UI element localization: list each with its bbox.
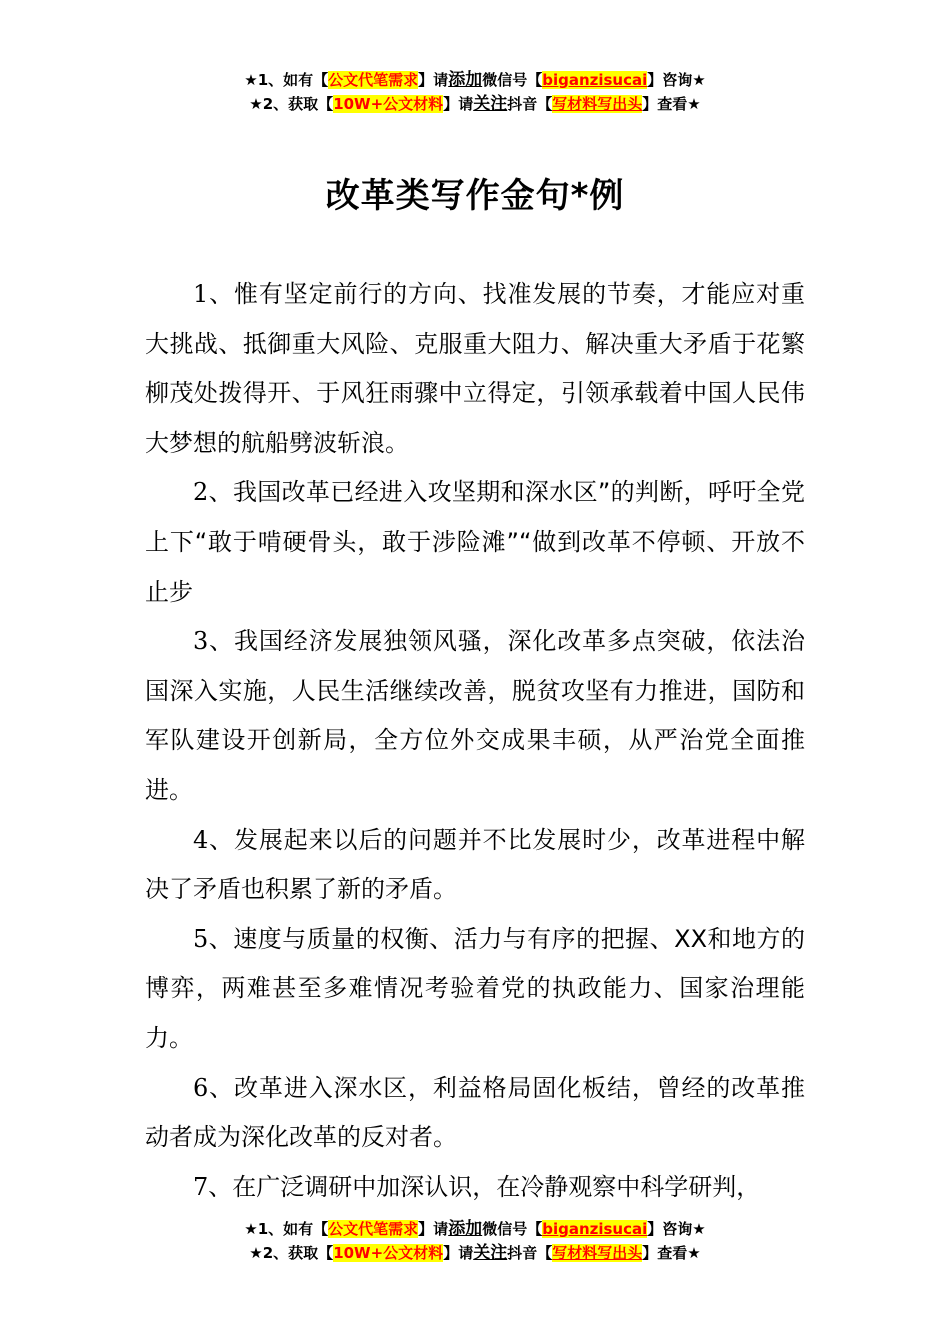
promo-text: 】请 [443,95,474,113]
paragraph [145,915,805,1064]
paragraph-text: 、惟有坚定前行的方向、找准发展的节奏，才能应对重大挑战、抵御重大风险、克服重大阻力、解决重大矛盾于花繁柳茂处拨得开、于风狂雨骤中立得定，引领承载着中国人民伟大梦想的航船劈波斩浪。 [145,280,805,457]
promo-highlight-materials: 10W+公文材料 [333,95,444,113]
star-icon: ★ [249,1244,263,1262]
paragraph-text: 、我国经济发展独领风骚，深化改革多点突破，依法治国深入实施，人民生活继续改善，脱贫攻坚有力推进，国防和军队建设开创新局，全方位外交成果丰硕，从严治党全面推进。 [145,627,805,804]
promo-line-2 [0,1241,950,1265]
promo-text: 】查看★ [642,1244,701,1262]
paragraph [145,1163,805,1213]
promo-line-1 [0,68,950,92]
promo-emphasis: 添加 [448,1219,483,1239]
promo-text: 1、如有【 [257,71,329,89]
promo-emphasis: 关注 [473,1243,508,1263]
document-body [145,270,805,1212]
promo-text: 微信号【 [482,71,543,89]
promo-text: 】查看★ [642,95,701,113]
promo-wechat-id: biganzisucai [542,71,648,89]
promo-text: 】请 [418,71,449,89]
paragraph [145,468,805,617]
promo-wechat-id: biganzisucai [542,1220,648,1238]
paragraph-text: 、改革进入深水区，利益格局固化板结，曾经的改革推动者成为深化改革的反对者。 [145,1073,805,1152]
promo-text: 抖音【 [507,1244,553,1262]
star-icon: ★ [244,71,258,89]
promo-text: 】请 [443,1244,474,1262]
promo-highlight-service: 公文代笔需求 [328,1220,419,1238]
promo-header [0,68,950,116]
paragraph [145,816,805,915]
promo-footer [0,1217,950,1265]
paragraph-number: 4 [193,825,209,854]
paragraph-text: 、速度与质量的权衡、活力与有序的把握、XX和地方的博弈，两难甚至多难情况考验着党的执政能力、国家治理能力。 [145,924,805,1052]
promo-emphasis: 添加 [448,70,483,90]
paragraph-number: 3 [193,627,209,656]
paragraph [145,617,805,815]
promo-text: 2、获取【 [262,1244,334,1262]
promo-highlight-materials: 10W+公文材料 [333,1244,444,1262]
promo-text: 】请 [418,1220,449,1238]
star-icon: ★ [244,1220,258,1238]
paragraph-number: 6 [193,1073,209,1102]
promo-line-1 [0,1217,950,1241]
paragraph [145,270,805,468]
paragraph [145,1064,805,1163]
promo-text: 2、获取【 [262,95,334,113]
paragraph-number: 2 [193,478,209,507]
promo-text: 抖音【 [507,95,553,113]
promo-line-2 [0,92,950,116]
document-title: 改革类写作金句*例 [325,176,625,216]
paragraph-text: 、发展起来以后的问题并不比发展时少，改革进程中解决了矛盾也积累了新的矛盾。 [145,825,805,904]
promo-douyin-account: 写材料写出头 [552,95,643,113]
paragraph-number: 7 [193,1172,209,1201]
paragraph-text: 、我国改革已经进入攻坚期和深水区”的判断，呼吁全党上下“敢于啃硬骨头，敢于涉险滩”“做到改革不停顿、开放不止步 [145,478,805,606]
promo-highlight-service: 公文代笔需求 [328,71,419,89]
promo-text: 1、如有【 [257,1220,329,1238]
promo-text: 】咨询★ [647,1220,706,1238]
promo-text: 微信号【 [482,1220,543,1238]
promo-text: 】咨询★ [647,71,706,89]
paragraph-text: 、在广泛调研中加深认识，在冷静观察中科学研判， [208,1172,761,1201]
star-icon: ★ [249,95,263,113]
promo-douyin-account: 写材料写出头 [552,1244,643,1262]
promo-emphasis: 关注 [473,94,508,114]
paragraph-number: 1 [193,280,209,308]
paragraph-number: 5 [193,924,209,953]
